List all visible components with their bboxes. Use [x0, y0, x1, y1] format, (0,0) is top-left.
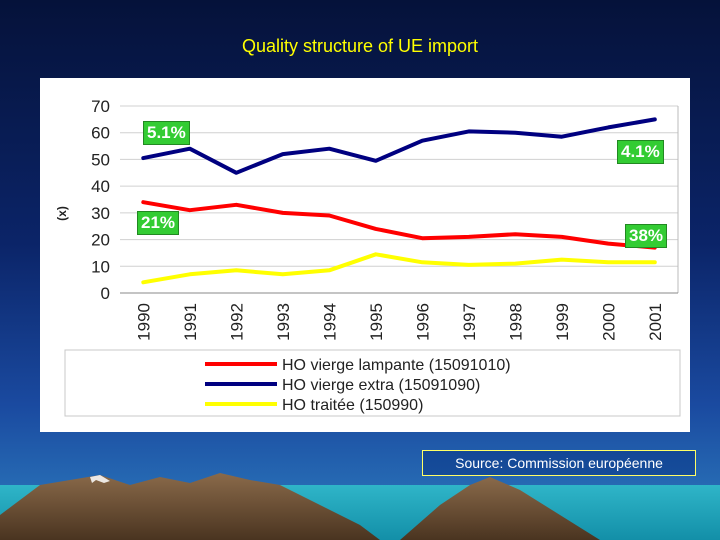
y-tick-label: 0 — [100, 284, 110, 303]
x-tick-label: 1990 — [134, 303, 154, 341]
slide-title: Quality structure of UE import — [241, 36, 479, 56]
callout-extra-2001: 4.1% — [617, 140, 664, 164]
series-line-2 — [143, 254, 655, 282]
line-chart — [40, 78, 690, 432]
y-tick-label: 60 — [91, 123, 110, 143]
callout-extra-1990: 5.1% — [143, 121, 190, 145]
y-tick-label: 20 — [91, 230, 110, 250]
mountain-landscape — [0, 455, 720, 540]
legend-label-2: HO traitée (150990) — [282, 397, 424, 414]
legend-label-0: HO vierge lampante (15091010) — [282, 357, 511, 374]
x-tick-label: 1997 — [459, 303, 479, 341]
callout-lampante-2001: 38% — [625, 224, 667, 248]
grid-layer — [120, 106, 678, 293]
chart-panel — [40, 78, 690, 432]
x-tick-label: 1996 — [413, 303, 433, 341]
callout-lampante-1990: 21% — [137, 211, 179, 235]
x-tick-label: 2001 — [645, 303, 665, 341]
y-tick-label: 10 — [91, 257, 110, 277]
x-tick-label: 2000 — [599, 303, 619, 341]
legend-layer — [65, 350, 680, 416]
source-note: Source: Commission européenne — [422, 450, 696, 476]
y-tick-label: 70 — [91, 97, 110, 116]
mountain-range — [0, 473, 380, 540]
y-tick-label: 50 — [91, 150, 110, 170]
x-tick-label: 1991 — [180, 303, 200, 341]
legend-label-1: HO vierge extra (15091090) — [282, 377, 481, 394]
series-line-0 — [143, 202, 655, 247]
x-tick-label: 1994 — [320, 303, 340, 341]
x-tick-label: 1998 — [506, 303, 526, 341]
x-tick-label: 1995 — [366, 303, 386, 341]
series-line-1 — [143, 119, 655, 172]
y-tick-label: 30 — [91, 203, 110, 223]
y-tick-label: 40 — [91, 177, 110, 197]
x-tick-label: 1993 — [273, 303, 293, 341]
y-axis-label: (x) — [55, 206, 69, 221]
x-tick-label: 1992 — [227, 303, 247, 341]
series-layer — [143, 119, 655, 282]
x-tick-label: 1999 — [552, 303, 572, 341]
